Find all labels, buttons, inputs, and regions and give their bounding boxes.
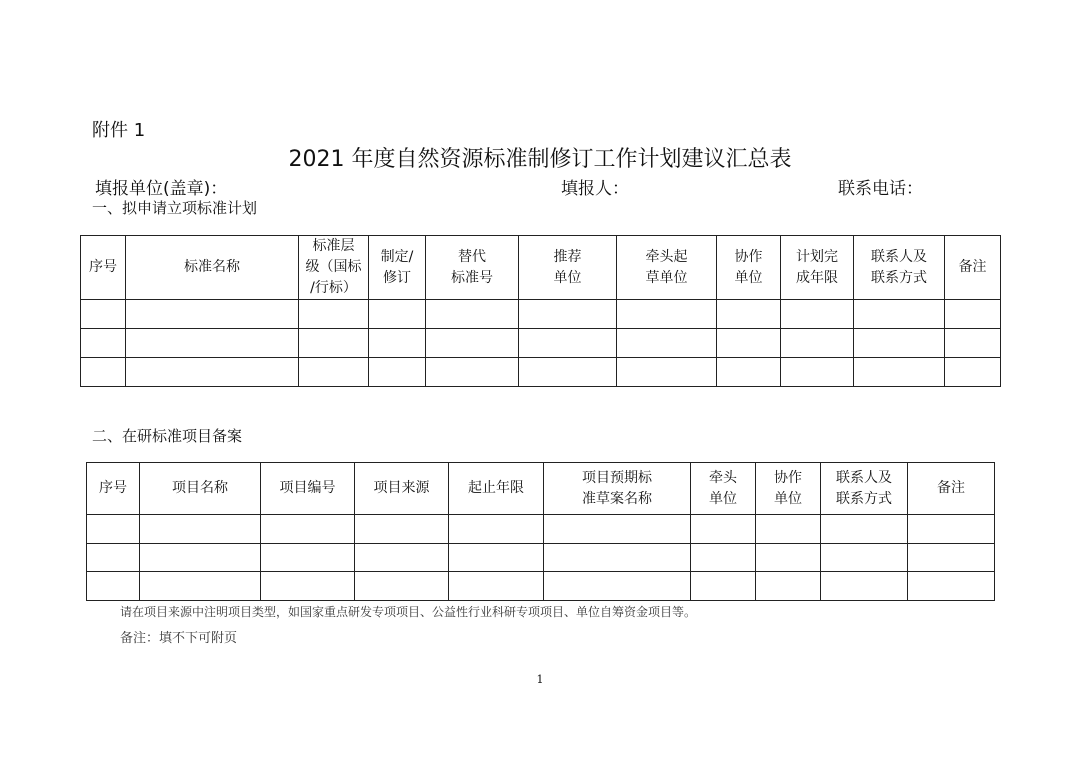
table-cell[interactable] bbox=[261, 544, 355, 572]
phone-label: 联系电话： bbox=[838, 179, 923, 199]
header-cell: 起止年限 bbox=[449, 463, 544, 515]
table-cell[interactable] bbox=[426, 329, 519, 358]
table-cell[interactable] bbox=[945, 329, 1001, 358]
table-cell[interactable] bbox=[908, 572, 995, 601]
header-cell: 标准名称 bbox=[126, 236, 299, 300]
table-cell[interactable] bbox=[449, 544, 544, 572]
table-cell[interactable] bbox=[87, 572, 140, 601]
header-cell: 项目预期标 准草案名称 bbox=[544, 463, 691, 515]
table-cell[interactable] bbox=[355, 544, 449, 572]
table-cell[interactable] bbox=[781, 329, 854, 358]
header-cell: 推荐 单位 bbox=[519, 236, 617, 300]
table-cell[interactable] bbox=[544, 572, 691, 601]
header-cell: 协作 单位 bbox=[717, 236, 781, 300]
table-cell[interactable] bbox=[544, 544, 691, 572]
table-cell[interactable] bbox=[140, 515, 261, 544]
ongoing-projects-table bbox=[86, 462, 995, 601]
table-cell[interactable] bbox=[140, 544, 261, 572]
table-cell[interactable] bbox=[261, 515, 355, 544]
header-cell: 项目名称 bbox=[140, 463, 261, 515]
table-cell[interactable] bbox=[355, 572, 449, 601]
table-cell[interactable] bbox=[519, 300, 617, 329]
table-cell[interactable] bbox=[717, 300, 781, 329]
table-cell[interactable] bbox=[908, 544, 995, 572]
table-cell[interactable] bbox=[756, 572, 821, 601]
table-cell[interactable] bbox=[691, 515, 756, 544]
table-row bbox=[87, 515, 995, 544]
table-header-row bbox=[87, 463, 995, 515]
table-cell[interactable] bbox=[781, 358, 854, 387]
header-cell: 序号 bbox=[87, 463, 140, 515]
filler-label: 填报人： bbox=[561, 179, 629, 199]
table-cell[interactable] bbox=[821, 515, 908, 544]
table-cell[interactable] bbox=[126, 329, 299, 358]
header-cell: 项目来源 bbox=[355, 463, 449, 515]
table-cell[interactable] bbox=[756, 544, 821, 572]
table-cell[interactable] bbox=[821, 544, 908, 572]
table-cell[interactable] bbox=[544, 515, 691, 544]
header-cell: 牵头起 草单位 bbox=[617, 236, 717, 300]
table-cell[interactable] bbox=[756, 515, 821, 544]
table-row bbox=[87, 572, 995, 601]
table-cell[interactable] bbox=[691, 572, 756, 601]
header-cell: 标准层 级（国标 /行标） bbox=[299, 236, 369, 300]
section1-heading: 一、拟申请立项标准计划 bbox=[92, 199, 258, 217]
table-cell[interactable] bbox=[81, 329, 126, 358]
table-row bbox=[81, 358, 1001, 387]
table-cell[interactable] bbox=[945, 358, 1001, 387]
table-cell[interactable] bbox=[821, 572, 908, 601]
table-cell[interactable] bbox=[449, 515, 544, 544]
table-cell[interactable] bbox=[426, 300, 519, 329]
table-row bbox=[81, 300, 1001, 329]
table-row bbox=[81, 329, 1001, 358]
table-cell[interactable] bbox=[945, 300, 1001, 329]
header-cell: 项目编号 bbox=[261, 463, 355, 515]
table-cell[interactable] bbox=[854, 329, 945, 358]
table-cell[interactable] bbox=[854, 300, 945, 329]
document-title: 2021 年度自然资源标准制修订工作计划建议汇总表 bbox=[288, 147, 792, 172]
table-cell[interactable] bbox=[355, 515, 449, 544]
header-cell: 制定/ 修订 bbox=[369, 236, 426, 300]
table-cell[interactable] bbox=[519, 329, 617, 358]
header-cell: 计划完 成年限 bbox=[781, 236, 854, 300]
table-cell[interactable] bbox=[81, 358, 126, 387]
table-cell[interactable] bbox=[261, 572, 355, 601]
attachment-label: 附件 1 bbox=[92, 120, 146, 141]
table-cell[interactable] bbox=[717, 329, 781, 358]
table-cell[interactable] bbox=[908, 515, 995, 544]
table-cell[interactable] bbox=[299, 358, 369, 387]
table-header-row bbox=[81, 236, 1001, 300]
table-cell[interactable] bbox=[449, 572, 544, 601]
table-cell[interactable] bbox=[781, 300, 854, 329]
header-cell: 牵头 单位 bbox=[691, 463, 756, 515]
table-cell[interactable] bbox=[617, 358, 717, 387]
table-cell[interactable] bbox=[140, 572, 261, 601]
table-cell[interactable] bbox=[81, 300, 126, 329]
project-source-note: 请在项目来源中注明项目类型，如国家重点研发专项项目、公益性行业科研专项项目、单位自筹资金项目等。 bbox=[120, 605, 697, 619]
table-cell[interactable] bbox=[369, 329, 426, 358]
table-cell[interactable] bbox=[299, 300, 369, 329]
table-cell[interactable] bbox=[717, 358, 781, 387]
table-cell[interactable] bbox=[691, 544, 756, 572]
table-cell[interactable] bbox=[426, 358, 519, 387]
standards-plan-table bbox=[80, 235, 1001, 387]
header-cell: 协作 单位 bbox=[756, 463, 821, 515]
table-cell[interactable] bbox=[617, 300, 717, 329]
table-row bbox=[87, 544, 995, 572]
table-cell[interactable] bbox=[87, 515, 140, 544]
page-number: 1 bbox=[536, 673, 544, 686]
table-cell[interactable] bbox=[519, 358, 617, 387]
header-cell: 备注 bbox=[908, 463, 995, 515]
table-cell[interactable] bbox=[299, 329, 369, 358]
table-cell[interactable] bbox=[854, 358, 945, 387]
header-cell: 备注 bbox=[945, 236, 1001, 300]
table-cell[interactable] bbox=[369, 358, 426, 387]
section2-heading: 二、在研标准项目备案 bbox=[92, 427, 243, 445]
table-cell[interactable] bbox=[617, 329, 717, 358]
table-cell[interactable] bbox=[126, 358, 299, 387]
header-cell: 序号 bbox=[81, 236, 126, 300]
reporting-unit-label: 填报单位(盖章)： bbox=[95, 179, 228, 199]
table-cell[interactable] bbox=[126, 300, 299, 329]
header-cell: 联系人及 联系方式 bbox=[854, 236, 945, 300]
table-cell[interactable] bbox=[369, 300, 426, 329]
table-cell[interactable] bbox=[87, 544, 140, 572]
remark-note: 备注：填不下可附页 bbox=[120, 631, 238, 646]
header-cell: 替代 标准号 bbox=[426, 236, 519, 300]
header-cell: 联系人及 联系方式 bbox=[821, 463, 908, 515]
